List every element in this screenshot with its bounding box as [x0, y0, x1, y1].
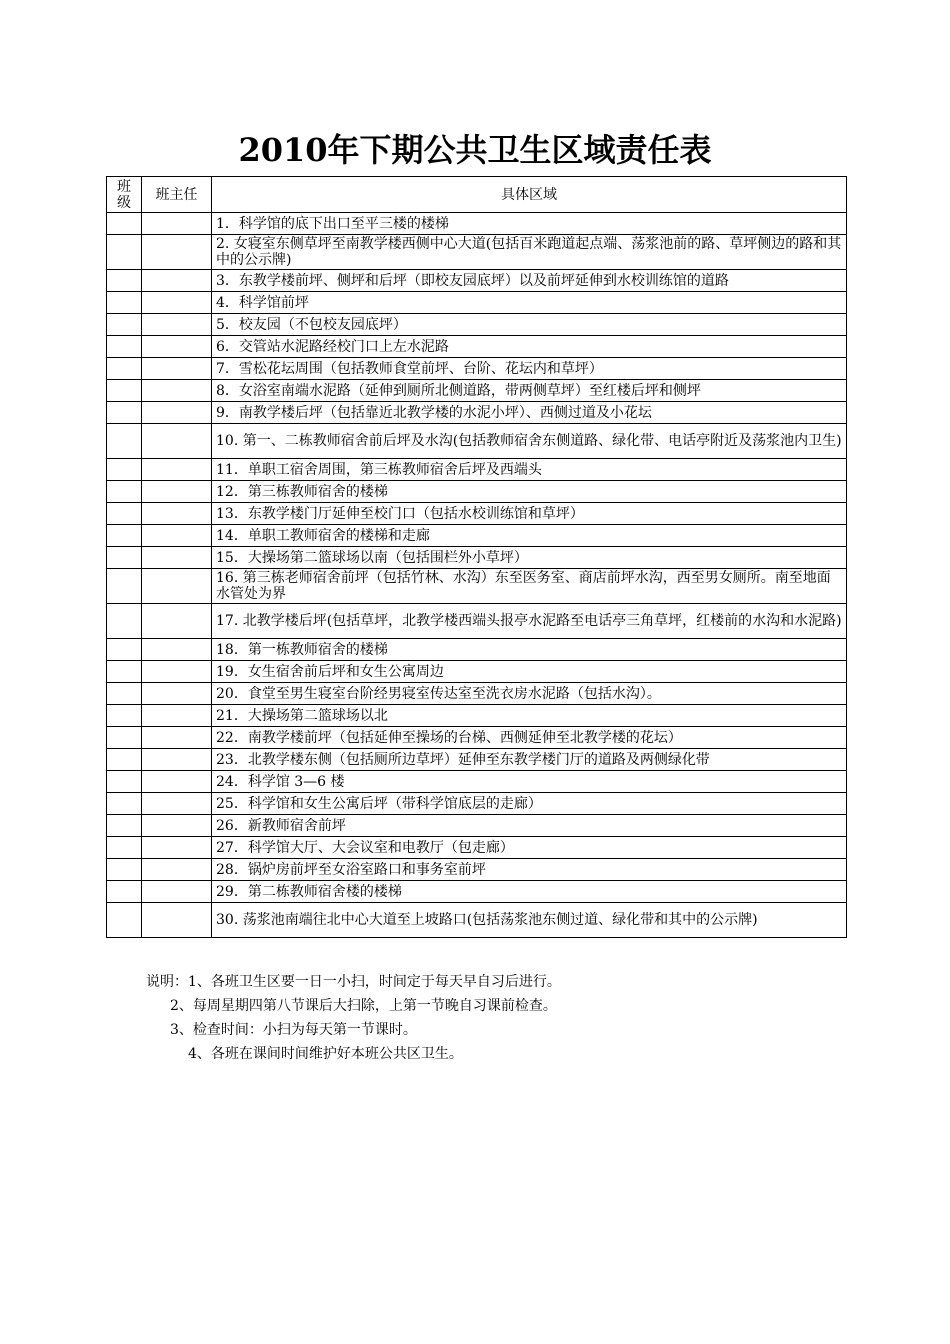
table-row	[107, 424, 847, 459]
class-cell	[107, 705, 142, 727]
class-cell	[107, 424, 142, 459]
area-cell: 19．女生宿舍前后坪和女生公寓周边	[212, 661, 847, 683]
class-cell	[107, 639, 142, 661]
table-row	[107, 639, 847, 661]
teacher-cell	[142, 881, 212, 903]
teacher-cell	[142, 837, 212, 859]
area-cell: 22．南教学楼前坪（包括延伸至操场的台梯、西侧延伸至北教学楼的花坛）	[212, 727, 847, 749]
class-cell	[107, 525, 142, 547]
table-row	[107, 235, 847, 270]
class-cell	[107, 604, 142, 639]
class-cell	[107, 314, 142, 336]
table-row	[107, 749, 847, 771]
header-area: 具体区域	[212, 177, 847, 213]
teacher-cell	[142, 314, 212, 336]
class-cell	[107, 727, 142, 749]
duty-table	[106, 176, 847, 938]
area-cell: 7．雪松花坛周围（包括教师食堂前坪、台阶、花坛内和草坪）	[212, 358, 847, 380]
area-cell: 10. 第一、二栋教师宿舍前后坪及水沟(包括教师宿舍东侧道路、绿化带、电话亭附近及荡浆池内卫生)	[212, 424, 847, 459]
table-row	[107, 402, 847, 424]
teacher-cell	[142, 661, 212, 683]
teacher-cell	[142, 292, 212, 314]
class-cell	[107, 380, 142, 402]
teacher-cell	[142, 639, 212, 661]
table-row	[107, 292, 847, 314]
area-cell: 21．大操场第二篮球场以北	[212, 705, 847, 727]
table-row	[107, 336, 847, 358]
class-cell	[107, 683, 142, 705]
table-row	[107, 705, 847, 727]
area-cell: 30. 荡浆池南端往北中心大道至上坡路口(包括荡浆池东侧过道、绿化带和其中的公示牌)	[212, 903, 847, 938]
teacher-cell	[142, 569, 212, 604]
teacher-cell	[142, 481, 212, 503]
table-row	[107, 569, 847, 604]
area-cell: 12．第三栋教师宿舍的楼梯	[212, 481, 847, 503]
area-cell: 24．科学馆 3—6 楼	[212, 771, 847, 793]
table-header-row	[107, 177, 847, 213]
class-cell	[107, 402, 142, 424]
table-row	[107, 793, 847, 815]
table-row	[107, 314, 847, 336]
class-cell	[107, 270, 142, 292]
class-cell	[107, 358, 142, 380]
table-row	[107, 459, 847, 481]
area-cell: 11．单职工宿舍周围，第三栋教师宿舍后坪及西端头	[212, 459, 847, 481]
area-cell: 3．东教学楼前坪、侧坪和后坪（即校友园底坪）以及前坪延伸到水校训练馆的道路	[212, 270, 847, 292]
table-row	[107, 380, 847, 402]
area-cell: 13．东教学楼门厅延伸至校门口（包括水校训练馆和草坪）	[212, 503, 847, 525]
area-cell: 14．单职工教师宿舍的楼梯和走廊	[212, 525, 847, 547]
header-class: 班级	[107, 177, 142, 213]
note-line: 3、检查时间：小扫为每天第一节课时。	[170, 1022, 417, 1038]
class-cell	[107, 881, 142, 903]
teacher-cell	[142, 903, 212, 938]
teacher-cell	[142, 859, 212, 881]
class-cell	[107, 459, 142, 481]
area-cell: 2. 女寝室东侧草坪至南教学楼西侧中心大道(包括百米跑道起点端、荡浆池前的路、草坪侧边的路和其中的公示牌)	[212, 235, 847, 270]
area-cell: 15．大操场第二篮球场以南（包括围栏外小草坪）	[212, 547, 847, 569]
class-cell	[107, 771, 142, 793]
teacher-cell	[142, 270, 212, 292]
area-cell: 17. 北教学楼后坪(包括草坪，北教学楼西端头报亭水泥路至电话亭三角草坪，红楼前的水沟和水泥路)	[212, 604, 847, 639]
teacher-cell	[142, 525, 212, 547]
area-cell: 9．南教学楼后坪（包括靠近北教学楼的水泥小坪）、西侧过道及小花坛	[212, 402, 847, 424]
table-row	[107, 270, 847, 292]
class-cell	[107, 336, 142, 358]
area-cell: 26．新教师宿舍前坪	[212, 815, 847, 837]
area-cell: 29．第二栋教师宿舍楼的楼梯	[212, 881, 847, 903]
table-row	[107, 525, 847, 547]
area-cell: 18．第一栋教师宿舍的楼梯	[212, 639, 847, 661]
class-cell	[107, 547, 142, 569]
header-teacher: 班主任	[142, 177, 212, 213]
note-line: 4、各班在课间时间维护好本班公共区卫生。	[188, 1046, 463, 1062]
table-row	[107, 604, 847, 639]
note-line: 说明：1、各班卫生区要一日一小扫，时间定于每天早自习后进行。	[146, 974, 561, 990]
table-row	[107, 213, 847, 235]
class-cell	[107, 213, 142, 235]
note-line: 2、每周星期四第八节课后大扫除，上第一节晚自习课前检查。	[170, 998, 557, 1014]
teacher-cell	[142, 771, 212, 793]
class-cell	[107, 569, 142, 604]
teacher-cell	[142, 235, 212, 270]
table-row	[107, 881, 847, 903]
teacher-cell	[142, 503, 212, 525]
table-row	[107, 815, 847, 837]
teacher-cell	[142, 815, 212, 837]
class-cell	[107, 661, 142, 683]
teacher-cell	[142, 547, 212, 569]
class-cell	[107, 292, 142, 314]
table-row	[107, 358, 847, 380]
class-cell	[107, 481, 142, 503]
teacher-cell	[142, 604, 212, 639]
class-cell	[107, 235, 142, 270]
area-cell: 25．科学馆和女生公寓后坪（带科学馆底层的走廊）	[212, 793, 847, 815]
area-cell: 16. 第三栋老师宿舍前坪（包括竹林、水沟）东至医务室、商店前坪水沟，西至男女厕所。南至地面水管处为界	[212, 569, 847, 604]
area-cell: 27．科学馆大厅、大会议室和电教厅（包走廊）	[212, 837, 847, 859]
teacher-cell	[142, 749, 212, 771]
teacher-cell	[142, 793, 212, 815]
area-cell: 1．科学馆的底下出口至平三楼的楼梯	[212, 213, 847, 235]
table-row	[107, 547, 847, 569]
teacher-cell	[142, 727, 212, 749]
table-row	[107, 859, 847, 881]
area-cell: 28．锅炉房前坪至女浴室路口和事务室前坪	[212, 859, 847, 881]
teacher-cell	[142, 402, 212, 424]
area-cell: 6．交管站水泥路经校门口上左水泥路	[212, 336, 847, 358]
teacher-cell	[142, 380, 212, 402]
teacher-cell	[142, 358, 212, 380]
notes	[146, 970, 561, 1066]
area-cell: 5．校友园（不包校友园底坪）	[212, 314, 847, 336]
class-cell	[107, 903, 142, 938]
teacher-cell	[142, 683, 212, 705]
table-row	[107, 837, 847, 859]
teacher-cell	[142, 336, 212, 358]
class-cell	[107, 859, 142, 881]
area-cell: 8．女浴室南端水泥路（延伸到厕所北侧道路，带两侧草坪）至红楼后坪和侧坪	[212, 380, 847, 402]
table-row	[107, 903, 847, 938]
document-title: 2010年下期公共卫生区域责任表	[238, 131, 712, 169]
teacher-cell	[142, 459, 212, 481]
teacher-cell	[142, 213, 212, 235]
table-row	[107, 683, 847, 705]
table-row	[107, 727, 847, 749]
table-row	[107, 771, 847, 793]
area-cell: 23．北教学楼东侧（包括厕所边草坪）延伸至东教学楼门厅的道路及两侧绿化带	[212, 749, 847, 771]
area-cell: 20．食堂至男生寝室台阶经男寝室传达室至洗衣房水泥路（包括水沟）。	[212, 683, 847, 705]
teacher-cell	[142, 424, 212, 459]
table-row	[107, 503, 847, 525]
class-cell	[107, 815, 142, 837]
teacher-cell	[142, 705, 212, 727]
class-cell	[107, 749, 142, 771]
area-cell: 4．科学馆前坪	[212, 292, 847, 314]
class-cell	[107, 793, 142, 815]
class-cell	[107, 503, 142, 525]
table-row	[107, 481, 847, 503]
table-row	[107, 661, 847, 683]
class-cell	[107, 837, 142, 859]
